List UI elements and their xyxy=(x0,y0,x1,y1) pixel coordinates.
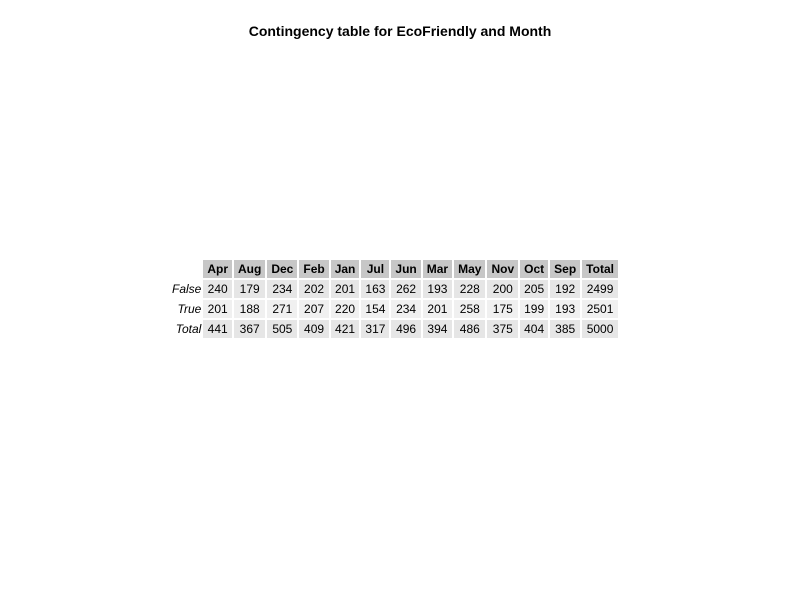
table-cell-false-jun: 262 xyxy=(391,280,420,298)
table-cell-true-dec: 271 xyxy=(267,300,297,318)
table-cell-total-oct: 404 xyxy=(520,320,548,338)
table-cell-true-sep: 193 xyxy=(550,300,580,318)
column-header-jun: Jun xyxy=(391,260,420,278)
contingency-table xyxy=(168,258,620,340)
table-cell-total-mar: 394 xyxy=(423,320,452,338)
table-cell-false-mar: 193 xyxy=(423,280,452,298)
column-header-total: Total xyxy=(582,260,618,278)
chart-title: Contingency table for EcoFriendly and Month xyxy=(248,23,552,39)
table-cell-true-may: 258 xyxy=(454,300,485,318)
column-header-oct: Oct xyxy=(520,260,548,278)
column-header-jan: Jan xyxy=(331,260,360,278)
column-header-mar: Mar xyxy=(423,260,452,278)
column-header-jul: Jul xyxy=(361,260,389,278)
table-cell-true-feb: 207 xyxy=(299,300,328,318)
table-cell-true-mar: 201 xyxy=(423,300,452,318)
table-cell-false-jul: 163 xyxy=(361,280,389,298)
table-cell-false-may: 228 xyxy=(454,280,485,298)
table-cell-true-apr: 201 xyxy=(203,300,232,318)
column-header-feb: Feb xyxy=(299,260,328,278)
column-header-sep: Sep xyxy=(550,260,580,278)
corner-cell xyxy=(170,260,201,278)
table-row-true xyxy=(170,300,618,318)
table-cell-true-nov: 175 xyxy=(487,300,518,318)
table-cell-false-sep: 192 xyxy=(550,280,580,298)
table-cell-false-apr: 240 xyxy=(203,280,232,298)
table-row-false xyxy=(170,280,618,298)
table-cell-false-oct: 205 xyxy=(520,280,548,298)
row-header-true: True xyxy=(177,302,202,316)
table-row-total xyxy=(170,320,618,338)
row-header-false: False xyxy=(172,282,202,296)
table-cell-true-jan: 220 xyxy=(331,300,360,318)
header-row xyxy=(170,260,618,278)
table-cell-false-aug: 179 xyxy=(234,280,265,298)
table-cell-false-jan: 201 xyxy=(331,280,360,298)
table-cell-false-total: 2499 xyxy=(582,280,618,298)
table-cell-total-may: 486 xyxy=(454,320,485,338)
table-body xyxy=(170,280,618,338)
column-header-aug: Aug xyxy=(234,260,265,278)
column-header-may: May xyxy=(454,260,485,278)
table-cell-total-nov: 375 xyxy=(487,320,518,338)
table-cell-true-oct: 199 xyxy=(520,300,548,318)
table-cell-false-nov: 200 xyxy=(487,280,518,298)
row-header-total: Total xyxy=(175,322,202,336)
table-cell-total-sep: 385 xyxy=(550,320,580,338)
table-cell-false-dec: 234 xyxy=(267,280,297,298)
table-cell-total-aug: 367 xyxy=(234,320,265,338)
table-cell-true-jul: 154 xyxy=(361,300,389,318)
column-header-dec: Dec xyxy=(267,260,297,278)
column-header-nov: Nov xyxy=(487,260,518,278)
table-cell-total-jul: 317 xyxy=(361,320,389,338)
table-cell-true-total: 2501 xyxy=(582,300,618,318)
table-cell-total-dec: 505 xyxy=(267,320,297,338)
table-cell-total-apr: 441 xyxy=(203,320,232,338)
table-cell-true-jun: 234 xyxy=(391,300,420,318)
table-cell-false-feb: 202 xyxy=(299,280,328,298)
table-cell-total-feb: 409 xyxy=(299,320,328,338)
table-cell-total-jun: 496 xyxy=(391,320,420,338)
table-cell-total-total: 5000 xyxy=(582,320,618,338)
table-cell-true-aug: 188 xyxy=(234,300,265,318)
table-cell-total-jan: 421 xyxy=(331,320,360,338)
column-header-apr: Apr xyxy=(203,260,232,278)
